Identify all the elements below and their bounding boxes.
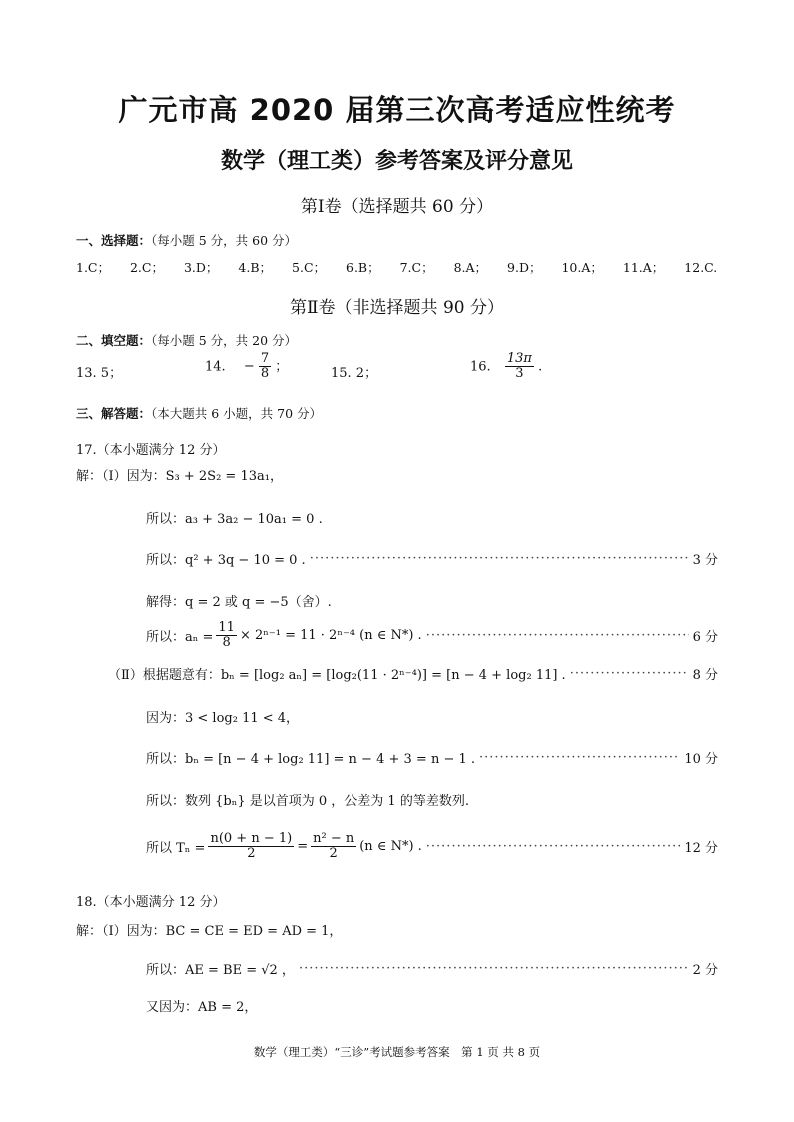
line-text: 所以：aₙ = [146, 630, 214, 646]
problem-17-line-9: 所以：数列 {bₙ} 是以首项为 0 ，公差为 1 的等差数列. [146, 794, 469, 809]
problem-18-line-2 [146, 959, 718, 978]
section-1-heading [76, 231, 297, 249]
fraction-11-8 [216, 621, 237, 651]
line-text: 所以：q² + 3q − 10 = 0 . [146, 553, 306, 568]
mc-answer: 1.C； [76, 260, 110, 275]
line-text: (n ∈ N*) . [359, 839, 422, 855]
mc-answer: 9.D； [507, 260, 542, 275]
line-text: 所以：bₙ = [n − 4 + log₂ 11] = n − 4 + 3 = n − 1 . [146, 752, 476, 767]
section-1-note: （每小题 5 分，共 60 分） [151, 233, 298, 248]
multiple-choice-answers [76, 258, 733, 276]
problem-18-line-3: 又因为：AB = 2， [146, 1000, 258, 1015]
mc-answer: 7.C； [399, 260, 434, 275]
page-footer: 数学（理工类）“三诊”考试题参考答案 第 1 页 共 8 页 [253, 1045, 541, 1059]
mc-answer: 8.A； [453, 260, 488, 275]
score-label: 6 分 [692, 630, 718, 646]
fill-16-end: . [538, 359, 543, 375]
leader-dots [426, 839, 681, 854]
fill-16-fraction [505, 352, 534, 382]
section-3-note: （本大题共 6 小题，共 70 分） [151, 406, 323, 421]
problem-17-line-4: 解得：q = 2 或 q = −5（舍）. [146, 595, 332, 610]
score-label: 2 分 [692, 963, 718, 978]
problem-17-line-1: 解：（Ⅰ）因为：S₃ + 2S₂ = 13a₁， [76, 469, 283, 484]
mc-answer: 5.C； [292, 260, 327, 275]
mc-answer: 12.C. [684, 260, 718, 275]
fill-answer-14 [205, 352, 288, 382]
section-2-label: 二、填空题： [76, 333, 152, 348]
page-title: 广元市高 2020 届第三次高考适应性统考 [118, 93, 676, 127]
fill-answer-15: 15. 2； [331, 366, 378, 381]
score-label: 10 分 [684, 752, 718, 767]
problem-17-line-5 [146, 621, 718, 651]
fraction-denominator: 3 [515, 366, 524, 382]
fill-14-number: 14. [205, 359, 226, 375]
mc-answer: 10.A； [561, 260, 603, 275]
problem-17-line-8 [146, 748, 718, 767]
leader-dots [479, 750, 680, 765]
problem-17-line-7: 因为：3 < log₂ 11 < 4， [146, 711, 300, 726]
problem-17-line-6 [108, 664, 718, 683]
fill-14-fraction [259, 352, 271, 382]
leader-dots [426, 628, 689, 643]
score-label: 12 分 [684, 841, 718, 857]
volume-2-heading: 第Ⅱ卷（非选择题共 90 分） [290, 298, 504, 318]
line-text: 所以 Tₙ = [146, 841, 206, 857]
score-label: 3 分 [692, 553, 718, 568]
fraction-tn-1 [208, 832, 294, 862]
mc-answer: 2.C； [129, 260, 164, 275]
mc-answer: 3.D； [183, 260, 219, 275]
fill-answer-13: 13. 5； [76, 366, 123, 381]
section-3-heading [76, 404, 322, 422]
section-2-note: （每小题 5 分，共 20 分） [151, 333, 298, 348]
fraction-tn-2 [311, 832, 356, 862]
line-text: 所以：AE = BE = √2 ， [146, 963, 295, 978]
problem-18-heading: 18.（本小题满分 12 分） [76, 895, 226, 910]
mc-answer: 6.B； [346, 260, 380, 275]
fraction-denominator: 8 [222, 635, 231, 651]
fraction-numerator: 13π [506, 351, 532, 366]
problem-17-line-2: 所以：a₃ + 3a₂ − 10a₁ = 0 . [146, 512, 323, 527]
fraction-denominator: 2 [329, 846, 338, 862]
fill-16-number: 16. [470, 359, 491, 375]
fill-answer-16 [470, 352, 542, 382]
fraction-denominator: 8 [260, 366, 270, 382]
leader-dots [310, 551, 689, 566]
fill-14-minus: − [243, 359, 255, 375]
line-text: （Ⅱ）根据题意有：bₙ = [log₂ aₙ] = [log₂(11 · 2ⁿ⁻⁴)] = [n − 4 + log₂ 11] . [108, 668, 566, 683]
fraction-numerator: 11 [218, 620, 235, 635]
mc-answer: 11.A； [622, 260, 665, 275]
fraction-numerator: 7 [260, 351, 270, 366]
score-label: 8 分 [692, 668, 718, 683]
page-subtitle: 数学（理工类）参考答案及评分意见 [220, 149, 573, 174]
section-2-heading [76, 331, 297, 349]
volume-1-heading: 第Ⅰ卷（选择题共 60 分） [300, 197, 494, 217]
section-3-label: 三、解答题： [76, 406, 152, 421]
leader-dots [299, 961, 689, 976]
mc-answer: 4.B； [238, 260, 273, 275]
problem-18-line-1: 解：（Ⅰ）因为：BC = CE = ED = AD = 1， [76, 924, 343, 939]
fraction-denominator: 2 [247, 846, 256, 862]
fraction-numerator: n(0 + n − 1) [210, 831, 293, 846]
problem-17-heading: 17.（本小题满分 12 分） [76, 443, 226, 458]
fill-14-end: ； [275, 359, 289, 375]
line-text: × 2ⁿ⁻¹ = 11 · 2ⁿ⁻⁴ (n ∈ N*) . [239, 628, 422, 644]
leader-dots [570, 666, 689, 681]
problem-17-line-3 [146, 549, 718, 568]
fraction-numerator: n² − n [313, 831, 355, 846]
line-text: = [297, 839, 309, 855]
section-1-label: 一、选择题： [76, 233, 152, 248]
problem-17-line-10 [146, 832, 718, 862]
